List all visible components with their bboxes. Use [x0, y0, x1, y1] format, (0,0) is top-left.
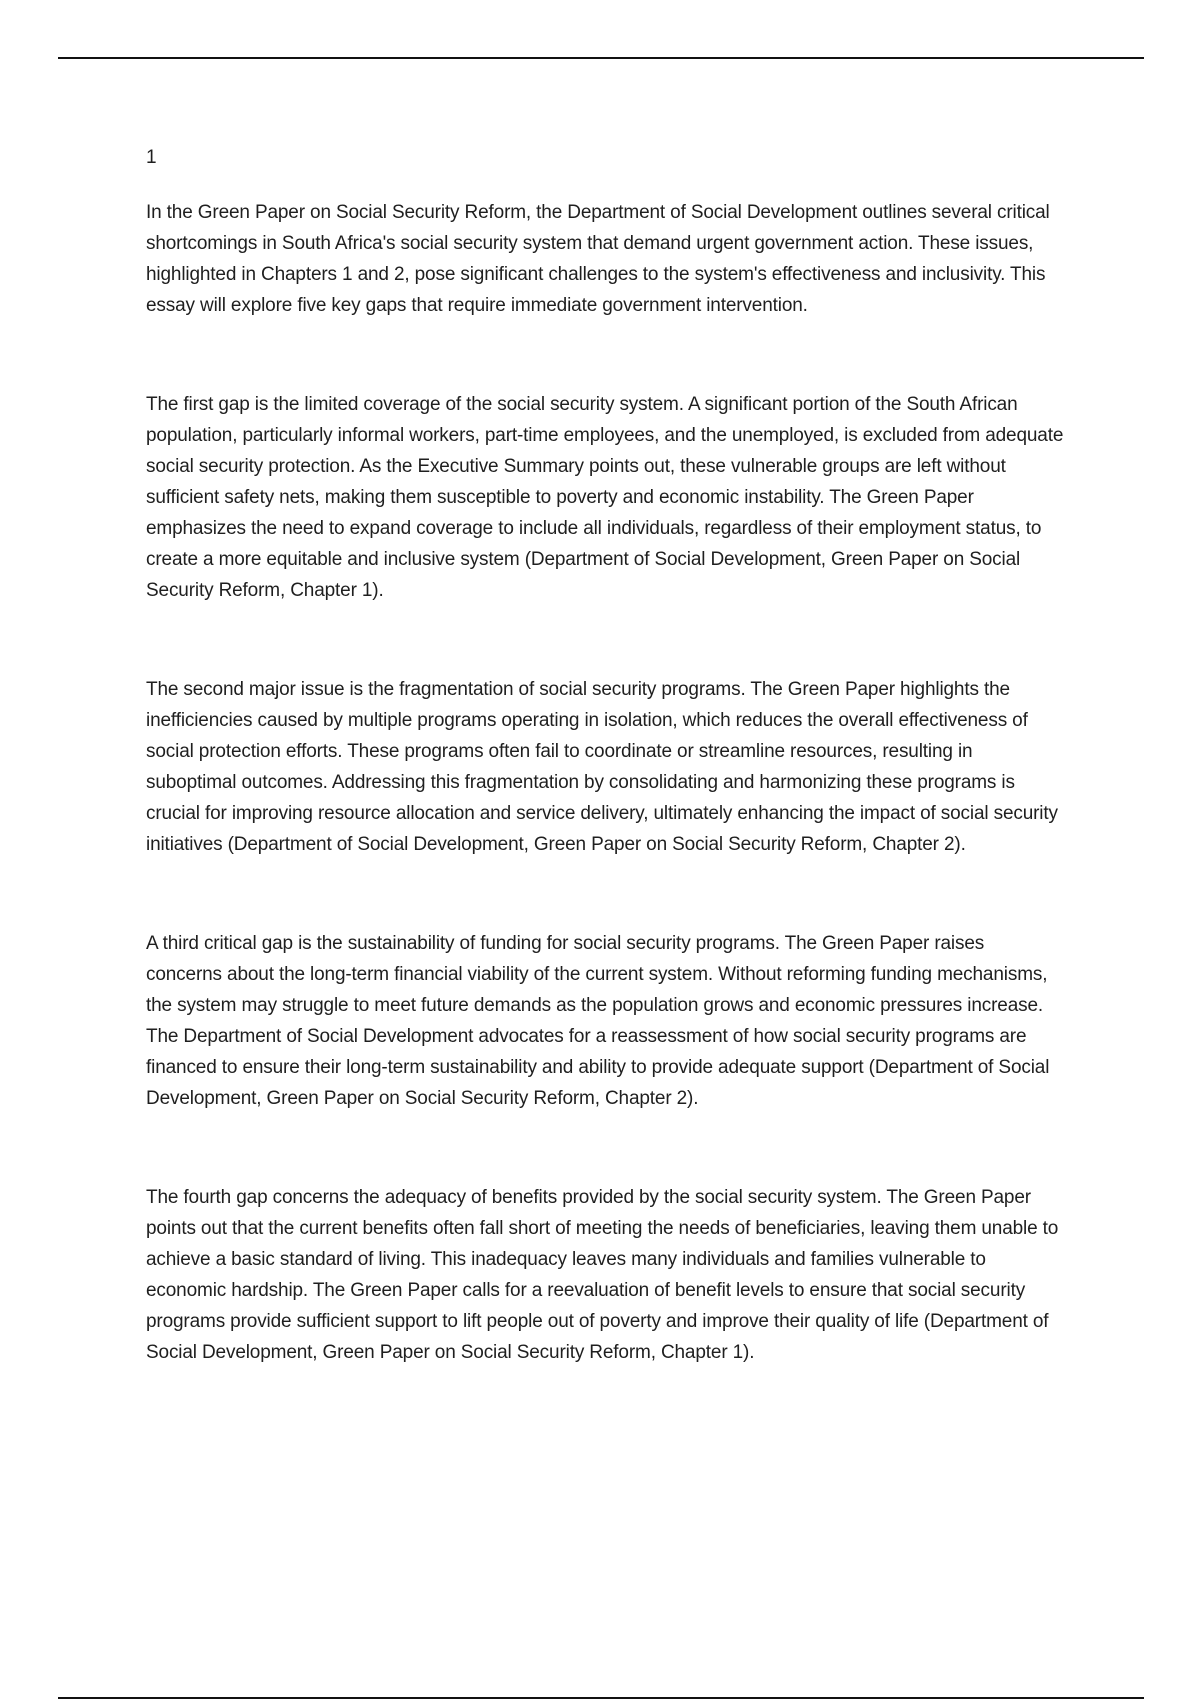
header-rule — [58, 57, 1144, 59]
paragraph-introduction: In the Green Paper on Social Security Reform, the Department of Social Development outlines several critical shortcomings in South Africa's social security system that demand urgent government action. These issues, highlighted in Chapters 1 and 2, pose significant challenges to the system's effectiveness and inclusivity. This essay will explore five key gaps that require immediate government intervention. — [146, 202, 1050, 316]
paragraph-limited-coverage: The first gap is the limited coverage of the social security system. A significant portion of the South African population, particularly informal workers, part-time employees, and the unemployed, is excluded from adequate social security protection. As the Executive Summary points out, these vulnerable groups are left without sufficient safety nets, making them susceptible to poverty and economic instability. The Green Paper emphasizes the need to expand coverage to include all individuals, regardless of their employment status, to create a more equitable and inclusive system (Department of Social Development, Green Paper on Social Security Reform, Chapter 1). — [146, 394, 1064, 601]
document-body — [146, 146, 1064, 1368]
footer-rule — [58, 1697, 1144, 1699]
paragraph-funding-sustainability: A third critical gap is the sustainability of funding for social security programs. The Green Paper raises concerns about the long-term financial viability of the current system. Without reforming funding mechanisms, the system may struggle to meet future demands as the population grows and economic pressures increase. The Department of Social Development advocates for a reassessment of how social security programs are financed to ensure their long-term sustainability and ability to provide adequate support (Department of Social Development, Green Paper on Social Security Reform, Chapter 2). — [146, 933, 1050, 1109]
paragraph-benefit-adequacy: The fourth gap concerns the adequacy of benefits provided by the social security system. The Green Paper points out that the current benefits often fall short of meeting the needs of beneficiaries, leaving them unable to achieve a basic standard of living. This inadequacy leaves many individuals and families vulnerable to economic hardship. The Green Paper calls for a reevaluation of benefit levels to ensure that social security programs provide sufficient support to lift people out of poverty and improve their quality of life (Department of Social Development, Green Paper on Social Security Reform, Chapter 1). — [146, 1187, 1059, 1363]
page-number: 1 — [146, 147, 157, 168]
paragraph-fragmentation: The second major issue is the fragmentation of social security programs. The Green Paper highlights the inefficiencies caused by multiple programs operating in isolation, which reduces the overall effectiveness of social protection efforts. These programs often fail to coordinate or streamline resources, resulting in suboptimal outcomes. Addressing this fragmentation by consolidating and harmonizing these programs is crucial for improving resource allocation and service delivery, ultimately enhancing the impact of social security initiatives (Department of Social Development, Green Paper on Social Security Reform, Chapter 2). — [146, 679, 1058, 855]
